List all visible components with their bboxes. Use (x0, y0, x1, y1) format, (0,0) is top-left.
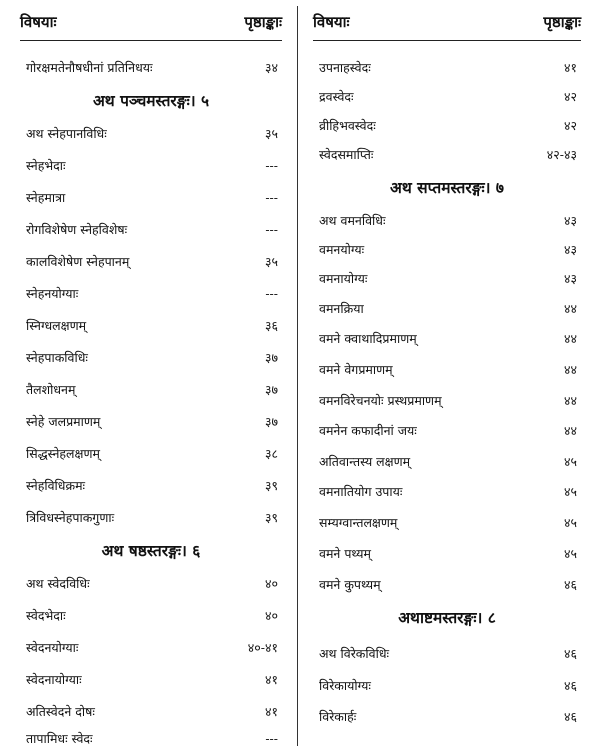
entry-page: ४५ (563, 454, 577, 469)
entry-page: ४३ (563, 242, 577, 257)
index-entry (26, 57, 278, 79)
topic-heading: विषयाः (20, 13, 57, 31)
index-entry (319, 57, 577, 79)
index-entry (26, 507, 278, 529)
index-entry (319, 481, 577, 503)
entry-title: अथ स्वेदविधिः (26, 576, 90, 591)
entry-title: त्रिविधस्नेहपाकगुणाः (26, 510, 115, 525)
entry-page: ४२ (563, 89, 577, 104)
entry-title: वमनयोग्यः (319, 242, 365, 257)
entry-page: ३७ (264, 350, 278, 365)
entry-page: ३७ (264, 382, 278, 397)
entry-page: ४६ (563, 577, 577, 592)
entry-title: वमनेन कफादीनां जयः (319, 423, 417, 438)
entry-page: ४२ (563, 118, 577, 133)
index-entry (319, 115, 577, 137)
entry-page: ४६ (563, 678, 577, 693)
entry-page: ३६ (264, 318, 278, 333)
index-entry (319, 706, 577, 728)
entry-page: --- (265, 222, 278, 237)
entry-title: स्नेहपाकविधिः (26, 350, 88, 365)
index-entry (26, 155, 278, 177)
left-header (20, 12, 282, 36)
entry-page: ४५ (563, 484, 577, 499)
column-divider (297, 6, 298, 746)
entry-title: अथ विरेकविधिः (319, 646, 390, 661)
entry-page: --- (265, 286, 278, 301)
entry-page: ३९ (264, 510, 278, 525)
entry-title: वमनायोग्यः (319, 271, 368, 286)
entry-page: ४०-४१ (247, 640, 278, 655)
index-entry (26, 728, 278, 750)
index-entry (319, 390, 577, 412)
index-entry (319, 574, 577, 596)
header-rule (313, 40, 581, 41)
entry-page: ४३ (563, 213, 577, 228)
entry-page: ४४ (563, 393, 577, 408)
entry-title: वमनक्रिया (319, 301, 364, 316)
page-heading: पृष्ठाङ्काः (543, 13, 581, 31)
entry-title: अतिवान्तस्य लक्षणम् (319, 454, 411, 469)
index-entry (26, 605, 278, 627)
entry-page: ४६ (563, 646, 577, 661)
index-entry (26, 475, 278, 497)
index-entry (26, 283, 278, 305)
entry-title: अतिस्वेदने दोषः (26, 704, 95, 719)
index-entry (319, 643, 577, 665)
index-entry (319, 675, 577, 697)
entry-title: स्नेहभेदाः (26, 158, 66, 173)
entry-page: ४४ (563, 331, 577, 346)
entry-page: ४४ (563, 301, 577, 316)
index-entry (26, 315, 278, 337)
index-entry (26, 637, 278, 659)
entry-title: वमने कुपथ्यम् (319, 577, 381, 592)
entry-page: ४६ (563, 709, 577, 724)
index-entry (319, 86, 577, 108)
entry-page: --- (265, 190, 278, 205)
entry-page: ४५ (563, 515, 577, 530)
index-entry (319, 451, 577, 473)
section-heading-7: अथ सप्तमस्तरङ्गः। ७ (390, 178, 504, 197)
entry-page: --- (265, 158, 278, 173)
entry-title: व्रीहिभवस्वेदः (319, 118, 376, 133)
entry-title: रोगविशेषेण स्नेहविशेषः (26, 222, 128, 237)
index-entry (319, 359, 577, 381)
index-entry (26, 123, 278, 145)
index-entry (26, 379, 278, 401)
entry-page: ३५ (264, 254, 278, 269)
entry-title: तापामिधः स्वेदः (26, 731, 93, 746)
entry-title: स्नेहविधिक्रमः (26, 478, 86, 493)
entry-page: ४१ (264, 704, 278, 719)
entry-page: ३७ (264, 414, 278, 429)
entry-title: वमने क्वाथादिप्रमाणम् (319, 331, 417, 346)
entry-page: ३९ (264, 478, 278, 493)
section-heading-6: अथ षष्ठस्तरङ्गः। ६ (101, 541, 201, 560)
entry-title: वमनातियोग उपायः (319, 484, 403, 499)
entry-title: स्वेदसमाप्तिः (319, 147, 374, 162)
entry-title: तैलशोधनम् (26, 382, 76, 397)
page-heading: पृष्ठाङ्काः (244, 13, 282, 31)
entry-title: कालविशेषेण स्नेहपानम् (26, 254, 130, 269)
entry-page: ४२-४३ (546, 147, 577, 162)
entry-title: सम्यग्वान्तलक्षणम् (319, 515, 398, 530)
right-header (313, 12, 581, 36)
index-entry (319, 512, 577, 534)
section-heading-8: अथाष्टमस्तरङ्गः। ८ (398, 608, 496, 627)
entry-title: द्रवस्वेदः (319, 89, 354, 104)
index-entry (26, 701, 278, 723)
entry-title: वमने पथ्यम् (319, 546, 371, 561)
entry-page: ४४ (563, 423, 577, 438)
index-entry (26, 219, 278, 241)
entry-title: स्वेदनायोग्याः (26, 672, 82, 687)
entry-title: स्नेहे जलप्रमाणम् (26, 414, 101, 429)
index-entry (319, 210, 577, 232)
entry-page: ३४ (264, 60, 278, 75)
entry-page: ४० (264, 608, 278, 623)
entry-page: ४१ (264, 672, 278, 687)
index-entry (26, 347, 278, 369)
index-entry (26, 573, 278, 595)
entry-title: विरेकार्हः (319, 709, 357, 724)
entry-title: स्निग्धलक्षणम् (26, 318, 87, 333)
entry-page: ३८ (264, 446, 278, 461)
section-heading-5: अथ पञ्चमस्तरङ्गः। ५ (92, 91, 210, 110)
entry-title: वमनविरेचनयोः प्रस्थप्रमाणम् (319, 393, 442, 408)
entry-title: सिद्धस्नेहलक्षणम् (26, 446, 100, 461)
entry-title: उपनाहस्वेदः (319, 60, 371, 75)
index-entry (319, 298, 577, 320)
index-entry (319, 268, 577, 290)
entry-page: ४३ (563, 271, 577, 286)
entry-title: स्वेदनयोग्याः (26, 640, 79, 655)
entry-page: ४५ (563, 546, 577, 561)
index-entry (26, 411, 278, 433)
index-entry (319, 328, 577, 350)
index-entry (319, 543, 577, 565)
index-entry (26, 443, 278, 465)
entry-title: स्नेहमात्रा (26, 190, 66, 205)
entry-page: ४० (264, 576, 278, 591)
entry-title: वमने वेगप्रमाणम् (319, 362, 393, 377)
entry-title: स्वेदभेदाः (26, 608, 66, 623)
entry-title: अथ स्नेहपानविधिः (26, 126, 107, 141)
index-entry (319, 144, 577, 166)
index-entry (26, 251, 278, 273)
entry-title: स्नेहनयोग्याः (26, 286, 79, 301)
index-entry (319, 239, 577, 261)
entry-title: विरेकायोग्यः (319, 678, 371, 693)
index-entry (26, 669, 278, 691)
entry-page: --- (265, 731, 278, 746)
entry-page: ४४ (563, 362, 577, 377)
entry-title: गोरक्षमतेनौषधीनां प्रतिनिधयः (26, 60, 153, 75)
entry-title: अथ वमनविधिः (319, 213, 386, 228)
header-rule (20, 40, 282, 41)
topic-heading: विषयाः (313, 13, 350, 31)
index-entry (319, 420, 577, 442)
entry-page: ४१ (563, 60, 577, 75)
index-entry (26, 187, 278, 209)
entry-page: ३५ (264, 126, 278, 141)
